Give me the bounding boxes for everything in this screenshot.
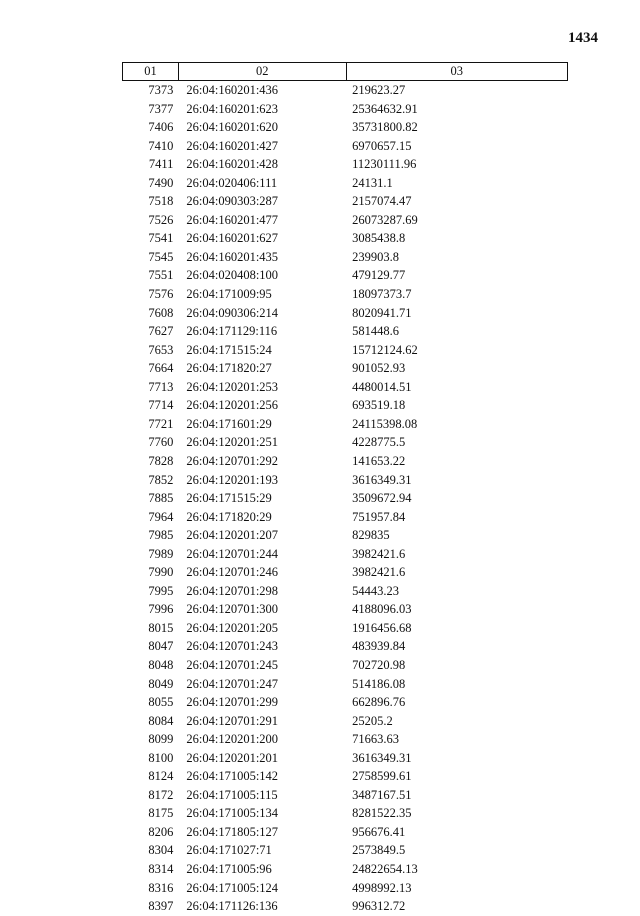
cadastral-number-cell: 26:04:160201:627 bbox=[186, 231, 279, 246]
table-row bbox=[123, 767, 568, 786]
value-cell: 11230111.96 bbox=[352, 157, 417, 172]
value-cell: 996312.72 bbox=[352, 899, 406, 914]
value-cell: 3509672.94 bbox=[352, 491, 412, 506]
table-row bbox=[123, 359, 568, 378]
value-cell: 483939.84 bbox=[352, 639, 406, 654]
row-number-cell: 7995 bbox=[148, 583, 174, 598]
column-header-03: 03 bbox=[346, 63, 567, 81]
value-cell: 2758599.61 bbox=[352, 769, 412, 784]
cadastral-number-cell: 26:04:171005:124 bbox=[186, 880, 279, 895]
row-number-cell: 8124 bbox=[148, 769, 174, 784]
table-row bbox=[123, 804, 568, 823]
value-cell: 219623.27 bbox=[352, 83, 406, 98]
value-cell: 3487167.51 bbox=[352, 787, 412, 802]
row-number-cell: 7541 bbox=[148, 231, 174, 246]
cadastral-number-cell: 26:04:120701:299 bbox=[186, 695, 279, 710]
table-row bbox=[123, 304, 568, 323]
value-cell: 2157074.47 bbox=[352, 194, 412, 209]
row-number-cell: 7990 bbox=[148, 565, 174, 580]
cadastral-number-cell: 26:04:160201:436 bbox=[186, 83, 279, 98]
row-number-cell: 7518 bbox=[148, 194, 174, 209]
value-cell: 829835 bbox=[352, 528, 390, 543]
value-cell: 239903.8 bbox=[352, 249, 399, 264]
row-number-cell: 7377 bbox=[148, 101, 174, 116]
row-number-cell: 8314 bbox=[148, 861, 174, 876]
value-cell: 25205.2 bbox=[352, 713, 393, 728]
table-row bbox=[123, 118, 568, 137]
cadastral-number-cell: 26:04:120201:200 bbox=[186, 732, 279, 747]
value-cell: 3616349.31 bbox=[352, 750, 412, 765]
table-row bbox=[123, 470, 568, 489]
row-number-cell: 7996 bbox=[148, 602, 174, 617]
table-row bbox=[123, 656, 568, 675]
table-row bbox=[123, 582, 568, 601]
page-number: 1434 bbox=[568, 30, 598, 46]
row-number-cell: 8316 bbox=[148, 880, 174, 895]
cadastral-number-cell: 26:04:120701:298 bbox=[186, 583, 279, 598]
cadastral-number-cell: 26:04:160201:427 bbox=[186, 138, 279, 153]
row-number-cell: 7653 bbox=[148, 342, 174, 357]
cadastral-number-cell: 26:04:120201:205 bbox=[186, 620, 279, 635]
row-number-cell: 7985 bbox=[148, 528, 174, 543]
value-cell: 4188096.03 bbox=[352, 602, 412, 617]
cadastral-number-cell: 26:04:171515:29 bbox=[186, 491, 272, 506]
table-row bbox=[123, 786, 568, 805]
cadastral-number-cell: 26:04:020408:100 bbox=[186, 268, 279, 283]
table-row bbox=[123, 341, 568, 360]
table-row bbox=[123, 396, 568, 415]
row-number-cell: 8048 bbox=[148, 657, 174, 672]
column-header-02: 02 bbox=[178, 63, 346, 81]
cadastral-number-cell: 26:04:120201:207 bbox=[186, 528, 279, 543]
value-cell: 18097373.7 bbox=[352, 287, 412, 302]
row-number-cell: 7760 bbox=[148, 435, 174, 450]
row-number-cell: 7373 bbox=[148, 83, 174, 98]
value-cell: 1916456.68 bbox=[352, 620, 412, 635]
value-cell: 3982421.6 bbox=[352, 546, 406, 561]
cadastral-number-cell: 26:04:171805:127 bbox=[186, 824, 279, 839]
cadastral-number-cell: 26:04:171126:136 bbox=[186, 899, 278, 914]
value-cell: 4998992.13 bbox=[352, 880, 412, 895]
cadastral-number-cell: 26:04:020406:111 bbox=[186, 175, 278, 190]
table-row bbox=[123, 860, 568, 879]
table-row bbox=[123, 693, 568, 712]
cadastral-number-cell: 26:04:160201:623 bbox=[186, 101, 279, 116]
row-number-cell: 8100 bbox=[148, 750, 174, 765]
table-row bbox=[123, 155, 568, 174]
row-number-cell: 7490 bbox=[148, 175, 174, 190]
cadastral-number-cell: 26:04:171009:95 bbox=[186, 287, 272, 302]
cadastral-number-cell: 26:04:120201:256 bbox=[186, 398, 279, 413]
row-number-cell: 7608 bbox=[148, 305, 174, 320]
cadastral-number-cell: 26:04:171005:96 bbox=[186, 861, 272, 876]
value-cell: 71663.63 bbox=[352, 732, 399, 747]
value-cell: 3982421.6 bbox=[352, 565, 406, 580]
value-cell: 479129.77 bbox=[352, 268, 406, 283]
value-cell: 662896.76 bbox=[352, 695, 406, 710]
table-header bbox=[123, 63, 568, 81]
row-number-cell: 7989 bbox=[148, 546, 174, 561]
row-number-cell: 7410 bbox=[148, 138, 174, 153]
cadastral-number-cell: 26:04:160201:477 bbox=[186, 212, 279, 227]
table-row bbox=[123, 415, 568, 434]
cadastral-number-cell: 26:04:171820:27 bbox=[186, 361, 272, 376]
row-number-cell: 8055 bbox=[148, 695, 174, 710]
cadastral-number-cell: 26:04:171005:134 bbox=[186, 806, 279, 821]
cadastral-number-cell: 26:04:160201:620 bbox=[186, 120, 279, 135]
value-cell: 956676.41 bbox=[352, 824, 406, 839]
cadastral-number-cell: 26:04:120701:246 bbox=[186, 565, 279, 580]
value-cell: 2573849.5 bbox=[352, 843, 406, 858]
table-row bbox=[123, 600, 568, 619]
row-number-cell: 8015 bbox=[148, 620, 174, 635]
cadastral-number-cell: 26:04:120201:201 bbox=[186, 750, 279, 765]
cadastral-number-cell: 26:04:171027:71 bbox=[186, 843, 272, 858]
cadastral-number-cell: 26:04:160201:428 bbox=[186, 157, 279, 172]
value-cell: 6970657.15 bbox=[352, 138, 412, 153]
row-number-cell: 7714 bbox=[148, 398, 174, 413]
cadastral-number-cell: 26:04:171820:29 bbox=[186, 509, 272, 524]
table-row bbox=[123, 285, 568, 304]
table-row bbox=[123, 637, 568, 656]
value-cell: 4480014.51 bbox=[352, 379, 412, 394]
cadastral-number-cell: 26:04:120701:291 bbox=[186, 713, 279, 728]
row-number-cell: 7713 bbox=[148, 379, 174, 394]
cadastral-number-cell: 26:04:120201:193 bbox=[186, 472, 279, 487]
value-cell: 751957.84 bbox=[352, 509, 406, 524]
row-number-cell: 7627 bbox=[148, 324, 174, 339]
value-cell: 581448.6 bbox=[352, 324, 399, 339]
row-number-cell: 8206 bbox=[148, 824, 174, 839]
value-cell: 26073287.69 bbox=[352, 212, 418, 227]
value-cell: 514186.08 bbox=[352, 676, 406, 691]
table-row bbox=[123, 137, 568, 156]
value-cell: 702720.98 bbox=[352, 657, 406, 672]
row-number-cell: 7852 bbox=[148, 472, 174, 487]
table-row bbox=[123, 545, 568, 564]
cadastral-number-cell: 26:04:160201:435 bbox=[186, 249, 279, 264]
cadastral-number-cell: 26:04:120701:247 bbox=[186, 676, 279, 691]
value-cell: 54443.23 bbox=[352, 583, 399, 598]
cadastral-number-cell: 26:04:171515:24 bbox=[186, 342, 272, 357]
table-row bbox=[123, 378, 568, 397]
cadastral-number-cell: 26:04:171005:142 bbox=[186, 769, 279, 784]
row-number-cell: 7828 bbox=[148, 453, 174, 468]
table-row bbox=[123, 526, 568, 545]
table-row bbox=[123, 266, 568, 285]
table-row bbox=[123, 730, 568, 749]
value-cell: 24822654.13 bbox=[352, 861, 418, 876]
cadastral-number-cell: 26:04:090306:214 bbox=[186, 305, 279, 320]
row-number-cell: 8397 bbox=[148, 899, 174, 914]
cadastral-number-cell: 26:04:120701:292 bbox=[186, 453, 279, 468]
table-row bbox=[123, 322, 568, 341]
table-row bbox=[123, 841, 568, 860]
value-cell: 693519.18 bbox=[352, 398, 406, 413]
value-cell: 8020941.71 bbox=[352, 305, 412, 320]
table-row bbox=[123, 248, 568, 267]
cadastral-number-cell: 26:04:090303:287 bbox=[186, 194, 279, 209]
value-cell: 901052.93 bbox=[352, 361, 406, 376]
row-number-cell: 8084 bbox=[148, 713, 174, 728]
row-number-cell: 7406 bbox=[148, 120, 174, 135]
row-number-cell: 8099 bbox=[148, 732, 174, 747]
table-row bbox=[123, 433, 568, 452]
row-number-cell: 7545 bbox=[148, 249, 174, 264]
table-row bbox=[123, 508, 568, 527]
value-cell: 24131.1 bbox=[352, 175, 393, 190]
column-header-01: 01 bbox=[123, 63, 179, 81]
cadastral-number-cell: 26:04:171601:29 bbox=[186, 416, 272, 431]
cadastral-number-cell: 26:04:120701:300 bbox=[186, 602, 279, 617]
value-cell: 15712124.62 bbox=[352, 342, 418, 357]
table-row bbox=[123, 211, 568, 230]
row-number-cell: 8049 bbox=[148, 676, 174, 691]
table-row bbox=[123, 174, 568, 193]
row-number-cell: 8172 bbox=[148, 787, 174, 802]
cadastral-number-cell: 26:04:120701:244 bbox=[186, 546, 279, 561]
table-row bbox=[123, 749, 568, 768]
cadastral-number-cell: 26:04:120701:243 bbox=[186, 639, 279, 654]
table-row bbox=[123, 192, 568, 211]
value-cell: 35731800.82 bbox=[352, 120, 418, 135]
row-number-cell: 8175 bbox=[148, 806, 174, 821]
table-body bbox=[123, 81, 568, 916]
row-number-cell: 8304 bbox=[148, 843, 174, 858]
cadastral-number-cell: 26:04:171005:115 bbox=[186, 787, 278, 802]
table-row bbox=[123, 81, 568, 100]
table-row bbox=[123, 229, 568, 248]
row-number-cell: 7526 bbox=[148, 212, 174, 227]
table-row bbox=[123, 563, 568, 582]
value-cell: 3616349.31 bbox=[352, 472, 412, 487]
table-row bbox=[123, 879, 568, 898]
value-cell: 141653.22 bbox=[352, 453, 406, 468]
value-cell: 3085438.8 bbox=[352, 231, 406, 246]
value-cell: 4228775.5 bbox=[352, 435, 406, 450]
table-row bbox=[123, 675, 568, 694]
row-number-cell: 7664 bbox=[148, 361, 174, 376]
table-row bbox=[123, 489, 568, 508]
row-number-cell: 8047 bbox=[148, 639, 174, 654]
table-row bbox=[123, 100, 568, 119]
row-number-cell: 7576 bbox=[148, 287, 174, 302]
data-table bbox=[122, 62, 568, 916]
value-cell: 25364632.91 bbox=[352, 101, 418, 116]
table-row bbox=[123, 897, 568, 916]
row-number-cell: 7551 bbox=[148, 268, 174, 283]
cadastral-number-cell: 26:04:171129:116 bbox=[186, 324, 278, 339]
value-cell: 8281522.35 bbox=[352, 806, 412, 821]
table-row bbox=[123, 452, 568, 471]
table-row bbox=[123, 619, 568, 638]
value-cell: 24115398.08 bbox=[352, 416, 418, 431]
header-row bbox=[123, 63, 568, 81]
row-number-cell: 7721 bbox=[148, 416, 174, 431]
row-number-cell: 7885 bbox=[148, 491, 174, 506]
cadastral-number-cell: 26:04:120201:251 bbox=[186, 435, 279, 450]
cadastral-number-cell: 26:04:120201:253 bbox=[186, 379, 279, 394]
table-row bbox=[123, 712, 568, 731]
row-number-cell: 7964 bbox=[148, 509, 174, 524]
row-number-cell: 7411 bbox=[148, 157, 174, 172]
table-row bbox=[123, 823, 568, 842]
cadastral-number-cell: 26:04:120701:245 bbox=[186, 657, 279, 672]
